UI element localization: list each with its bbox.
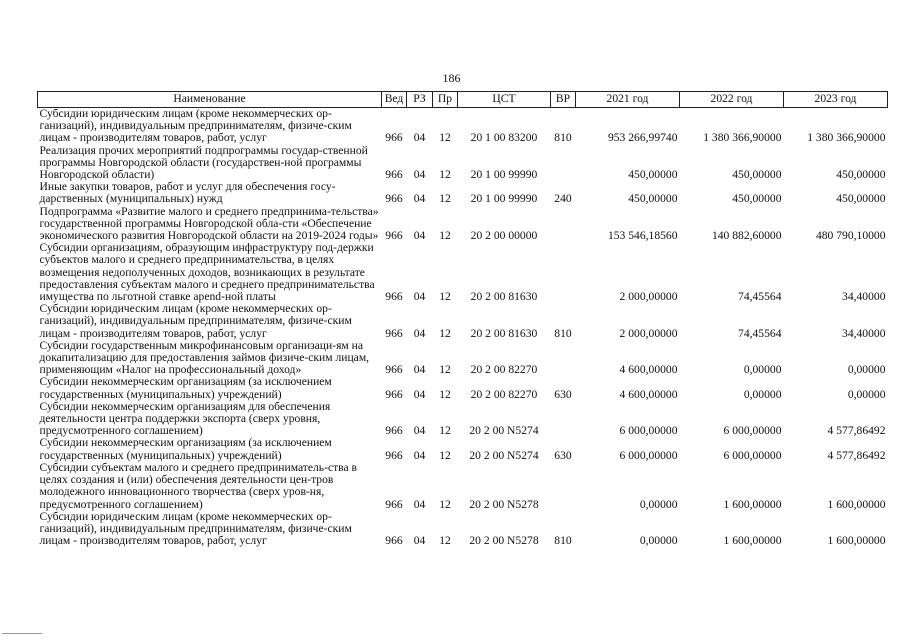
row-rz: 04 [413, 290, 426, 304]
row-pr: 12 [439, 534, 451, 548]
row-pr: 12 [439, 192, 451, 206]
row-cst: 20 2 00 81630 [470, 326, 538, 340]
row-cst: 20 2 00 81630 [470, 290, 538, 304]
row-2022: 6 000,00000 [723, 424, 782, 438]
row-cst: 20 2 00 N5278 [469, 497, 539, 511]
row-2021: 450,00000 [628, 192, 678, 206]
row-vr [551, 242, 576, 303]
row-2023: 480 790,10000 [815, 229, 886, 243]
header-2023: 2023 год [784, 92, 888, 108]
row-rz: 04 [413, 168, 426, 182]
row-cst: 20 2 00 82270 [470, 387, 538, 401]
row-pr: 12 [439, 387, 451, 401]
row-cst: 20 2 00 00000 [470, 229, 538, 243]
row-2023: 450,00000 [836, 168, 886, 182]
row-2023: 4 577,86492 [827, 448, 886, 462]
row-2023: 1 380 366,90000 [807, 131, 886, 145]
row-ved: 966 [385, 497, 403, 511]
row-pr: 12 [439, 363, 451, 377]
header-cst: ЦСТ [458, 92, 551, 108]
table-row [38, 376, 888, 400]
row-vr: 810 [554, 326, 572, 340]
row-2023: 0,00000 [847, 387, 886, 401]
table-row [38, 462, 888, 511]
row-name: Субсидии юридическим лицам (кроме некоммерческих ор-ганизаций), индивидуальным предпринимателям, физиче-ским лицам - производителям товаров, работ, услуг [39, 509, 352, 548]
row-2023: 34,40000 [842, 326, 886, 340]
table-row [38, 242, 888, 303]
row-2022: 1 380 366,90000 [703, 131, 782, 145]
row-ved: 966 [385, 448, 403, 462]
row-cst: 20 1 00 99990 [470, 192, 538, 206]
row-2022: 74,45564 [738, 290, 782, 304]
row-rz: 04 [413, 131, 426, 145]
row-rz: 04 [413, 534, 426, 548]
row-vr [551, 340, 576, 377]
row-name: Реализация прочих мероприятий подпрограммы государ-ственной программы Новгородской области (государствен-ной программы Новгородской области) [39, 143, 368, 182]
row-rz: 04 [413, 448, 426, 462]
row-2022: 1 600,00000 [723, 534, 782, 548]
row-name: Субсидии некоммерческим организациям для обеспечения деятельности центра поддержки экспорта (сверх уровня, предусмотренного соглашением) [39, 399, 331, 438]
row-vr: 810 [554, 131, 572, 145]
table-row [38, 511, 888, 548]
row-name: Подпрограмма «Развитие малого и среднего предпринима-тельства» государственной программы Новгородской обла-сти «Обеспечение экономического развития Новгородской области на 2019-2024 годы» [39, 204, 379, 243]
table-row [38, 303, 888, 340]
row-vr [551, 462, 576, 511]
budget-table [37, 91, 888, 547]
row-2023: 0,00000 [847, 363, 886, 377]
row-2021: 4 600,00000 [619, 363, 678, 377]
row-vr [551, 206, 576, 243]
page-number: 186 [442, 71, 461, 85]
header-pr: Пр [433, 92, 458, 108]
header-2022: 2022 год [680, 92, 784, 108]
row-2022: 0,00000 [743, 363, 782, 377]
row-2021: 953 266,99740 [607, 131, 678, 145]
row-pr: 12 [439, 448, 451, 462]
row-cst: 20 2 00 N5278 [469, 534, 539, 548]
row-pr: 12 [439, 326, 451, 340]
row-cst: 20 2 00 N5274 [469, 424, 539, 438]
row-2021: 6 000,00000 [619, 424, 678, 438]
row-rz: 04 [413, 497, 426, 511]
row-ved: 966 [385, 168, 403, 182]
row-pr: 12 [439, 497, 451, 511]
row-2022: 74,45564 [738, 326, 782, 340]
table-header-row [38, 92, 888, 108]
row-ved: 966 [385, 229, 403, 243]
row-name: Иные закупки товаров, работ и услуг для обеспечения госу-дарственных (муниципальных) нужд [39, 180, 336, 206]
table-row [38, 437, 888, 461]
row-pr: 12 [439, 229, 451, 243]
row-rz: 04 [413, 229, 426, 243]
row-cst: 20 2 00 N5274 [469, 448, 539, 462]
row-pr: 12 [439, 131, 451, 145]
row-2021: 6 000,00000 [619, 448, 678, 462]
row-vr: 810 [554, 534, 572, 548]
row-2021: 0,00000 [639, 497, 678, 511]
row-2023: 1 600,00000 [827, 534, 886, 548]
footer-divider [2, 633, 42, 634]
row-pr: 12 [439, 290, 451, 304]
row-rz: 04 [413, 192, 426, 206]
row-name: Субсидии некоммерческим организациям (за исключением государственных (муниципальных) учреждений) [39, 375, 332, 401]
row-2021: 153 546,18560 [607, 229, 678, 243]
row-2021: 2 000,00000 [619, 326, 678, 340]
row-2023: 450,00000 [836, 192, 886, 206]
row-vr [551, 401, 576, 438]
row-vr: 630 [554, 387, 572, 401]
row-ved: 966 [385, 290, 403, 304]
row-2021: 2 000,00000 [619, 290, 678, 304]
header-rz: РЗ [407, 92, 433, 108]
table-row [38, 181, 888, 205]
table-row [38, 206, 888, 243]
row-name: Субсидии субъектам малого и среднего предприниматель-ства в целях создания и (или) обеспечения деятельности цен-тров молодежного инновационного творчества (сверх уров-ня, предусмотренного соглашением) [39, 460, 358, 511]
row-cst: 20 1 00 99990 [470, 168, 538, 182]
row-ved: 966 [385, 192, 403, 206]
row-rz: 04 [413, 424, 426, 438]
row-name: Субсидии государственным микрофинансовым организаци-ям на докапитализацию для предоставления займов физиче-ским лицам, применяющим «Налог на профессиональный доход» [39, 338, 370, 377]
row-ved: 966 [385, 363, 403, 377]
row-rz: 04 [413, 326, 426, 340]
row-2021: 0,00000 [639, 534, 678, 548]
row-2022: 6 000,00000 [723, 448, 782, 462]
table-row [38, 401, 888, 438]
row-2022: 140 882,60000 [711, 229, 782, 243]
row-name: Субсидии некоммерческим организациям (за исключением государственных (муниципальных) учреждений) [39, 436, 332, 462]
row-ved: 966 [385, 131, 403, 145]
table-row [38, 340, 888, 377]
row-name: Субсидии организациям, образующим инфраструктуру под-держки субъектов малого и среднего предпринимательства, в целях возмещения недополученных доходов, возникающих в результате предоставления субъектам малого и среднего предпринимательства имущества по льготной ставке арend-ной платы [39, 241, 375, 304]
row-2022: 450,00000 [732, 168, 782, 182]
row-ved: 966 [385, 534, 403, 548]
row-2023: 4 577,86492 [827, 424, 886, 438]
header-vr: ВР [551, 92, 576, 108]
row-2021: 450,00000 [628, 168, 678, 182]
row-cst: 20 2 00 82270 [470, 363, 538, 377]
row-cst: 20 1 00 83200 [470, 131, 538, 145]
row-ved: 966 [385, 387, 403, 401]
row-rz: 04 [413, 363, 426, 377]
row-2022: 0,00000 [743, 387, 782, 401]
row-ved: 966 [385, 424, 403, 438]
table-row [38, 145, 888, 182]
row-vr [551, 145, 576, 182]
row-2023: 34,40000 [842, 290, 886, 304]
row-name: Субсидии юридическим лицам (кроме некоммерческих ор-ганизаций), индивидуальным предпринимателям, физиче-ским лицам - производителям товаров, работ, услуг [39, 302, 352, 340]
row-name: Субсидии юридическим лицам (кроме некоммерческих ор-ганизаций), индивидуальным предпринимателям, физиче-ским лицам - производителям товаров, работ, услуг [39, 107, 352, 145]
table-row [38, 108, 888, 145]
table-body [38, 108, 888, 548]
header-name: Наименование [38, 92, 382, 108]
header-ved: Вед [382, 92, 407, 108]
row-ved: 966 [385, 326, 403, 340]
row-2021: 4 600,00000 [619, 387, 678, 401]
row-vr: 240 [554, 192, 572, 206]
row-vr: 630 [554, 448, 572, 462]
row-rz: 04 [413, 387, 426, 401]
row-2022: 450,00000 [732, 192, 782, 206]
row-2023: 1 600,00000 [827, 497, 886, 511]
header-2021: 2021 год [576, 92, 680, 108]
row-pr: 12 [439, 424, 451, 438]
row-2022: 1 600,00000 [723, 497, 782, 511]
row-pr: 12 [439, 168, 451, 182]
